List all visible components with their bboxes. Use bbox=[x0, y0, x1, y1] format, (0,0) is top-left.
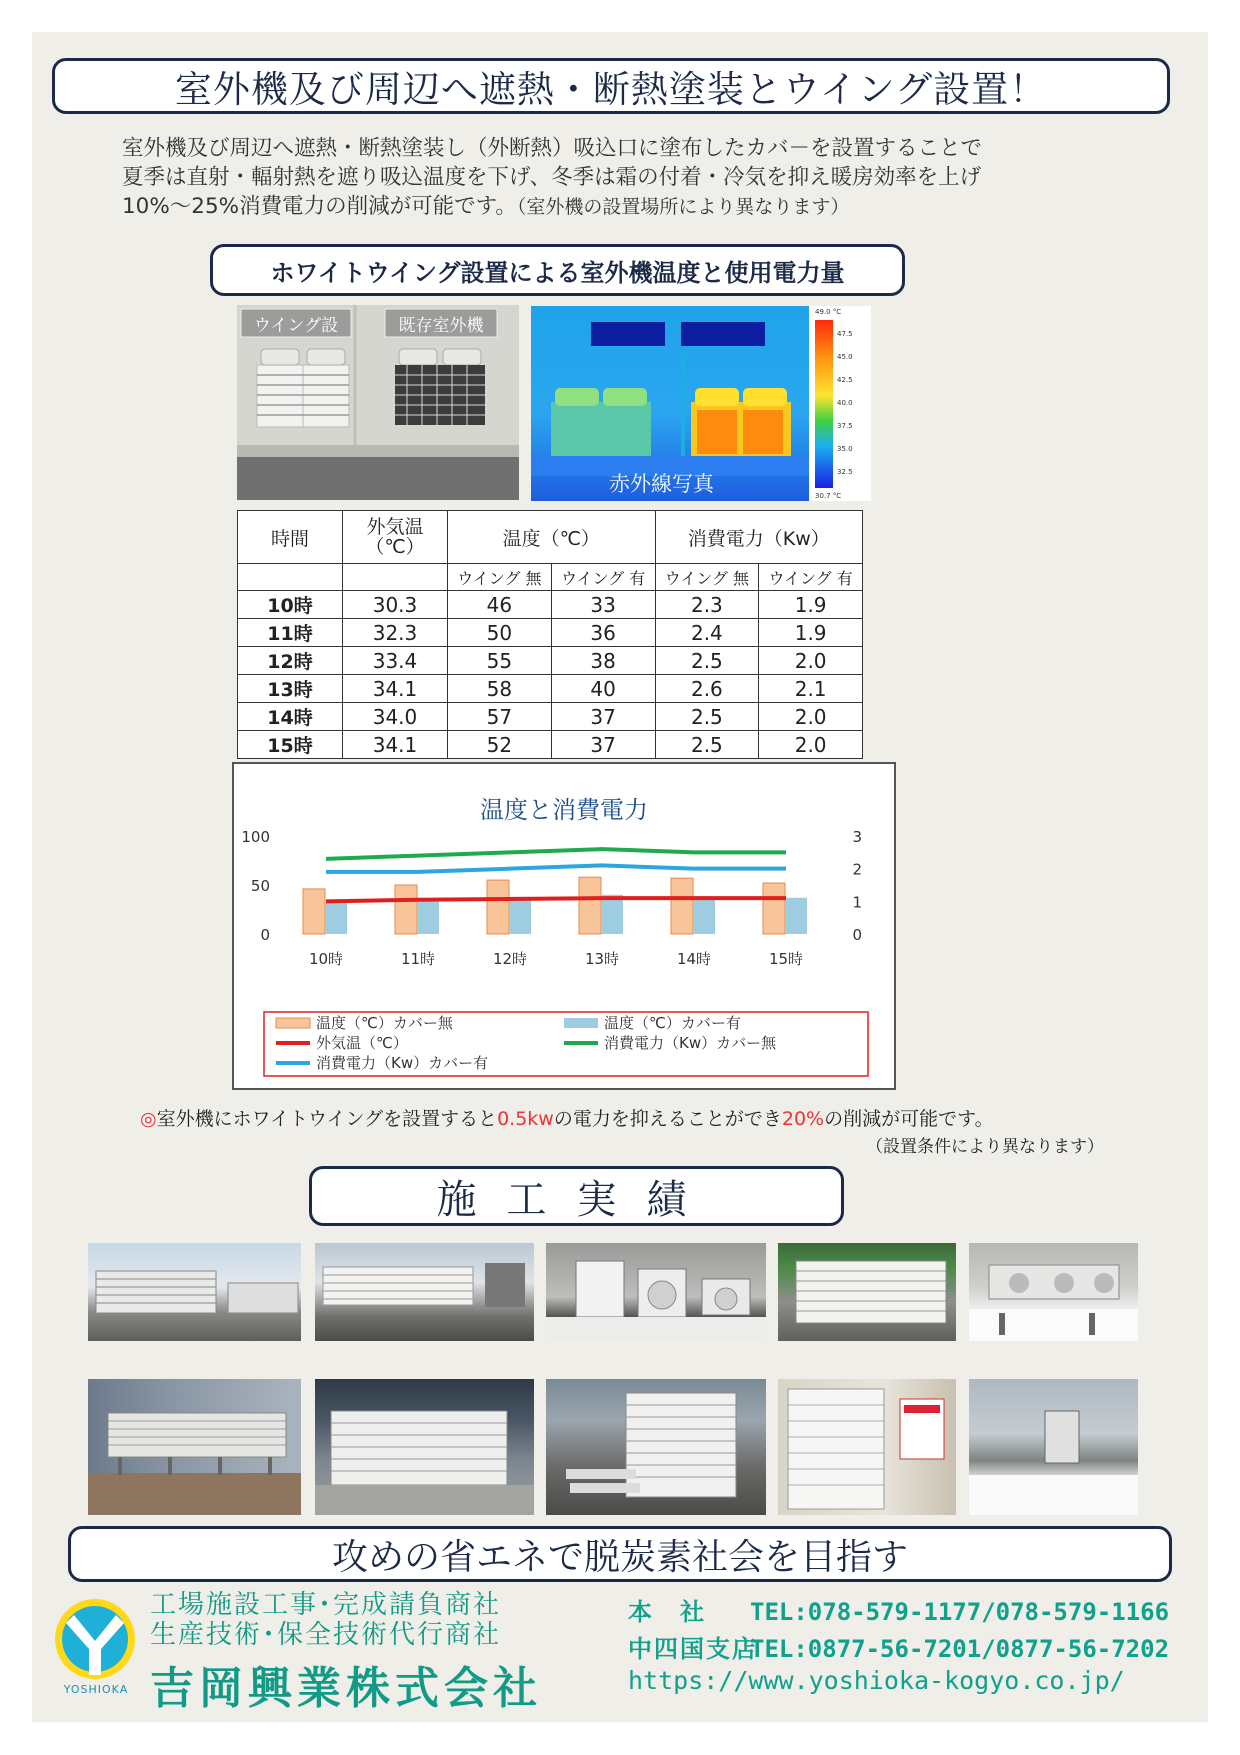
x-tick-label: 13時 bbox=[584, 950, 620, 968]
legend-label: 消費電力（Kw）カバー有 bbox=[316, 1054, 489, 1072]
sub-empty bbox=[238, 564, 343, 591]
works-title: 施工実績 bbox=[309, 1166, 844, 1226]
table-cell: 2.0 bbox=[759, 731, 863, 759]
bar bbox=[693, 898, 715, 934]
work-photo bbox=[546, 1379, 766, 1515]
table-cell: 34.1 bbox=[343, 675, 448, 703]
ir-scale-tick: 45.0 bbox=[837, 353, 853, 361]
row-time: 13時 bbox=[238, 675, 343, 703]
ir-scale-tick: 32.5 bbox=[837, 468, 853, 476]
hq-contact bbox=[628, 1594, 1169, 1631]
data-table bbox=[237, 510, 863, 759]
table-cell: 30.3 bbox=[343, 591, 448, 619]
company-info bbox=[150, 1590, 542, 1716]
table-cell: 2.4 bbox=[655, 619, 759, 647]
bar bbox=[325, 902, 347, 934]
chart bbox=[232, 762, 896, 1090]
table-cell: 37 bbox=[551, 703, 655, 731]
company-line-2: 生産技術･保全技術代行商社 bbox=[150, 1620, 502, 1650]
table-cell: 2.5 bbox=[655, 703, 759, 731]
table-cell: 2.5 bbox=[655, 647, 759, 675]
y-right-tick-label: 0 bbox=[852, 926, 862, 944]
page-title: 室外機及び周辺へ遮熱・断熱塗装とウイング設置！ bbox=[52, 58, 1170, 114]
bar bbox=[395, 885, 417, 934]
table-cell: 46 bbox=[448, 591, 552, 619]
hq-tel[interactable]: TEL:078-579-1177/078-579-1166 bbox=[750, 1598, 1170, 1626]
x-tick-label: 12時 bbox=[492, 950, 528, 968]
company-logo bbox=[52, 1597, 138, 1697]
row-time: 15時 bbox=[238, 731, 343, 759]
savings-note bbox=[140, 1104, 994, 1131]
intro-text bbox=[122, 134, 1162, 222]
note-kw: 0.5kw bbox=[497, 1108, 554, 1130]
y-left-tick-label: 0 bbox=[260, 926, 270, 944]
note-percent: 20% bbox=[781, 1108, 825, 1130]
footer-slogan: 攻めの省エネで脱炭素社会を目指す bbox=[68, 1526, 1172, 1582]
bar bbox=[763, 883, 785, 934]
table-cell: 36 bbox=[551, 619, 655, 647]
table-cell: 40 bbox=[551, 675, 655, 703]
note-mark: ◎ bbox=[140, 1108, 157, 1130]
table-cell: 2.0 bbox=[759, 647, 863, 675]
ir-scale-min: 30.7 °C bbox=[815, 492, 842, 500]
bar bbox=[303, 889, 325, 934]
legend-swatch bbox=[564, 1018, 598, 1028]
bar bbox=[487, 880, 509, 934]
row-time: 14時 bbox=[238, 703, 343, 731]
bar bbox=[601, 895, 623, 934]
x-tick-label: 15時 bbox=[768, 950, 804, 968]
table-cell: 2.6 bbox=[655, 675, 759, 703]
table-cell: 1.9 bbox=[759, 591, 863, 619]
legend-label: 消費電力（Kw）カバー無 bbox=[604, 1034, 777, 1052]
ir-scale-tick: 47.5 bbox=[837, 330, 853, 338]
ir-scale-tick: 37.5 bbox=[837, 422, 853, 430]
company-name: 吉岡興業株式会社 bbox=[150, 1663, 542, 1714]
bar bbox=[509, 897, 531, 934]
branch-contact bbox=[628, 1631, 1169, 1668]
table-cell: 50 bbox=[448, 619, 552, 647]
header-outside-unit: （℃） bbox=[365, 536, 425, 558]
legend-label: 温度（℃）カバー有 bbox=[604, 1014, 741, 1032]
condition-note: （設置条件により異なります） bbox=[866, 1137, 1104, 1157]
table-row bbox=[238, 675, 863, 703]
intro-line-1: 室外機及び周辺へ遮熱・断熱塗装し（外断熱）吸込口に塗布したカバ－を設置することで bbox=[122, 136, 983, 161]
table-cell: 33.4 bbox=[343, 647, 448, 675]
table-cell: 34.1 bbox=[343, 731, 448, 759]
sub-temp-with: ウイング 有 bbox=[551, 564, 655, 591]
wing-label: ウイング設 bbox=[253, 316, 339, 336]
intro-line-3 bbox=[122, 192, 1162, 222]
work-photo bbox=[315, 1243, 534, 1341]
wing-photo bbox=[237, 305, 519, 500]
table-cell: 57 bbox=[448, 703, 552, 731]
work-photo bbox=[969, 1243, 1138, 1341]
series-line bbox=[326, 849, 786, 859]
work-photo bbox=[88, 1379, 301, 1515]
table-cell: 2.1 bbox=[759, 675, 863, 703]
existing-label: 既存室外機 bbox=[398, 316, 484, 336]
work-photo bbox=[969, 1379, 1138, 1515]
table-cell: 32.3 bbox=[343, 619, 448, 647]
y-right-tick-label: 3 bbox=[852, 828, 862, 846]
header-temp: 温度（℃） bbox=[448, 511, 656, 564]
table-cell: 34.0 bbox=[343, 703, 448, 731]
table-row bbox=[238, 647, 863, 675]
logo-text: YOSHIOKA bbox=[63, 1683, 129, 1696]
table-cell: 58 bbox=[448, 675, 552, 703]
bar bbox=[579, 877, 601, 934]
intro-line-3-main: 10%～25%消費電力の削減が可能です。 bbox=[122, 194, 517, 219]
work-photo bbox=[778, 1379, 956, 1515]
table-cell: 33 bbox=[551, 591, 655, 619]
row-time: 11時 bbox=[238, 619, 343, 647]
bar bbox=[671, 878, 693, 934]
table-cell: 1.9 bbox=[759, 619, 863, 647]
note-part-2: の電力を抑えることができ bbox=[553, 1108, 782, 1130]
legend-swatch bbox=[276, 1018, 310, 1028]
works-gallery bbox=[88, 1243, 1148, 1515]
intro-line-3-note: （室外機の設置場所により異なります） bbox=[516, 196, 850, 218]
table-row bbox=[238, 619, 863, 647]
header-outside-temp bbox=[343, 511, 448, 564]
table-cell: 52 bbox=[448, 731, 552, 759]
header-outside-label: 外気温 bbox=[366, 516, 424, 538]
website-link[interactable]: https://www.yoshioka-kogyo.co.jp/ bbox=[628, 1666, 1125, 1695]
sub-power-with: ウイング 有 bbox=[759, 564, 863, 591]
bar bbox=[785, 898, 807, 934]
table-row bbox=[238, 731, 863, 759]
table-row bbox=[238, 591, 863, 619]
ir-scale-tick: 42.5 bbox=[837, 376, 853, 384]
legend-label: 温度（℃）カバー無 bbox=[316, 1014, 453, 1032]
y-left-tick-label: 50 bbox=[250, 877, 270, 895]
note-part-3: の削減が可能です。 bbox=[824, 1108, 994, 1130]
x-tick-label: 14時 bbox=[676, 950, 712, 968]
series-line bbox=[326, 865, 786, 872]
hq-label: 本 社 bbox=[628, 1598, 706, 1626]
table-cell: 55 bbox=[448, 647, 552, 675]
y-right-tick-label: 2 bbox=[852, 860, 862, 879]
intro-line-2: 夏季は直射・輻射熱を遮り吸込温度を下げ、冬季は霜の付着・冷気を抑え暖房効率を上げ bbox=[122, 165, 982, 190]
branch-tel[interactable]: TEL:0877-56-7201/0877-56-7202 bbox=[750, 1635, 1170, 1663]
table-cell: 2.5 bbox=[655, 731, 759, 759]
row-time: 12時 bbox=[238, 647, 343, 675]
table-cell: 2.0 bbox=[759, 703, 863, 731]
row-time: 10時 bbox=[238, 591, 343, 619]
work-photo bbox=[546, 1243, 766, 1341]
y-right-tick-label: 1 bbox=[852, 893, 862, 912]
section-title: ホワイトウイング設置による室外機温度と使用電力量 bbox=[210, 244, 905, 296]
contact-info bbox=[628, 1594, 1169, 1695]
note-part-1: 室外機にホワイトウイングを設置すると bbox=[156, 1108, 498, 1130]
sub-empty bbox=[343, 564, 448, 591]
sub-temp-without: ウイング 無 bbox=[448, 564, 552, 591]
work-photo bbox=[778, 1243, 956, 1341]
table-cell: 38 bbox=[551, 647, 655, 675]
table-row bbox=[238, 703, 863, 731]
chart-svg bbox=[234, 764, 894, 1088]
x-tick-label: 10時 bbox=[308, 950, 344, 968]
work-photo bbox=[88, 1243, 301, 1341]
table-cell: 2.3 bbox=[655, 591, 759, 619]
company-line-1: 工場施設工事･完成請負商社 bbox=[150, 1590, 502, 1620]
header-time: 時間 bbox=[238, 511, 343, 564]
series-line bbox=[326, 898, 786, 901]
ir-scale-tick: 40.0 bbox=[837, 399, 853, 407]
header-power: 消費電力（Kw） bbox=[655, 511, 863, 564]
branch-label: 中四国支店 bbox=[628, 1635, 758, 1663]
ir-scale bbox=[815, 308, 871, 501]
legend-label: 外気温（℃） bbox=[316, 1034, 408, 1052]
x-tick-label: 11時 bbox=[400, 950, 436, 968]
sub-power-without: ウイング 無 bbox=[655, 564, 759, 591]
work-photo bbox=[315, 1379, 534, 1515]
chart-title: 温度と消費電力 bbox=[480, 796, 648, 824]
infrared-photo bbox=[531, 306, 871, 501]
table-cell: 37 bbox=[551, 731, 655, 759]
ir-caption: 赤外線写真 bbox=[609, 472, 714, 496]
ir-scale-max: 49.0 °C bbox=[815, 308, 842, 316]
ir-scale-tick: 35.0 bbox=[837, 445, 853, 453]
y-left-tick-label: 100 bbox=[241, 828, 270, 846]
bar bbox=[417, 899, 439, 934]
